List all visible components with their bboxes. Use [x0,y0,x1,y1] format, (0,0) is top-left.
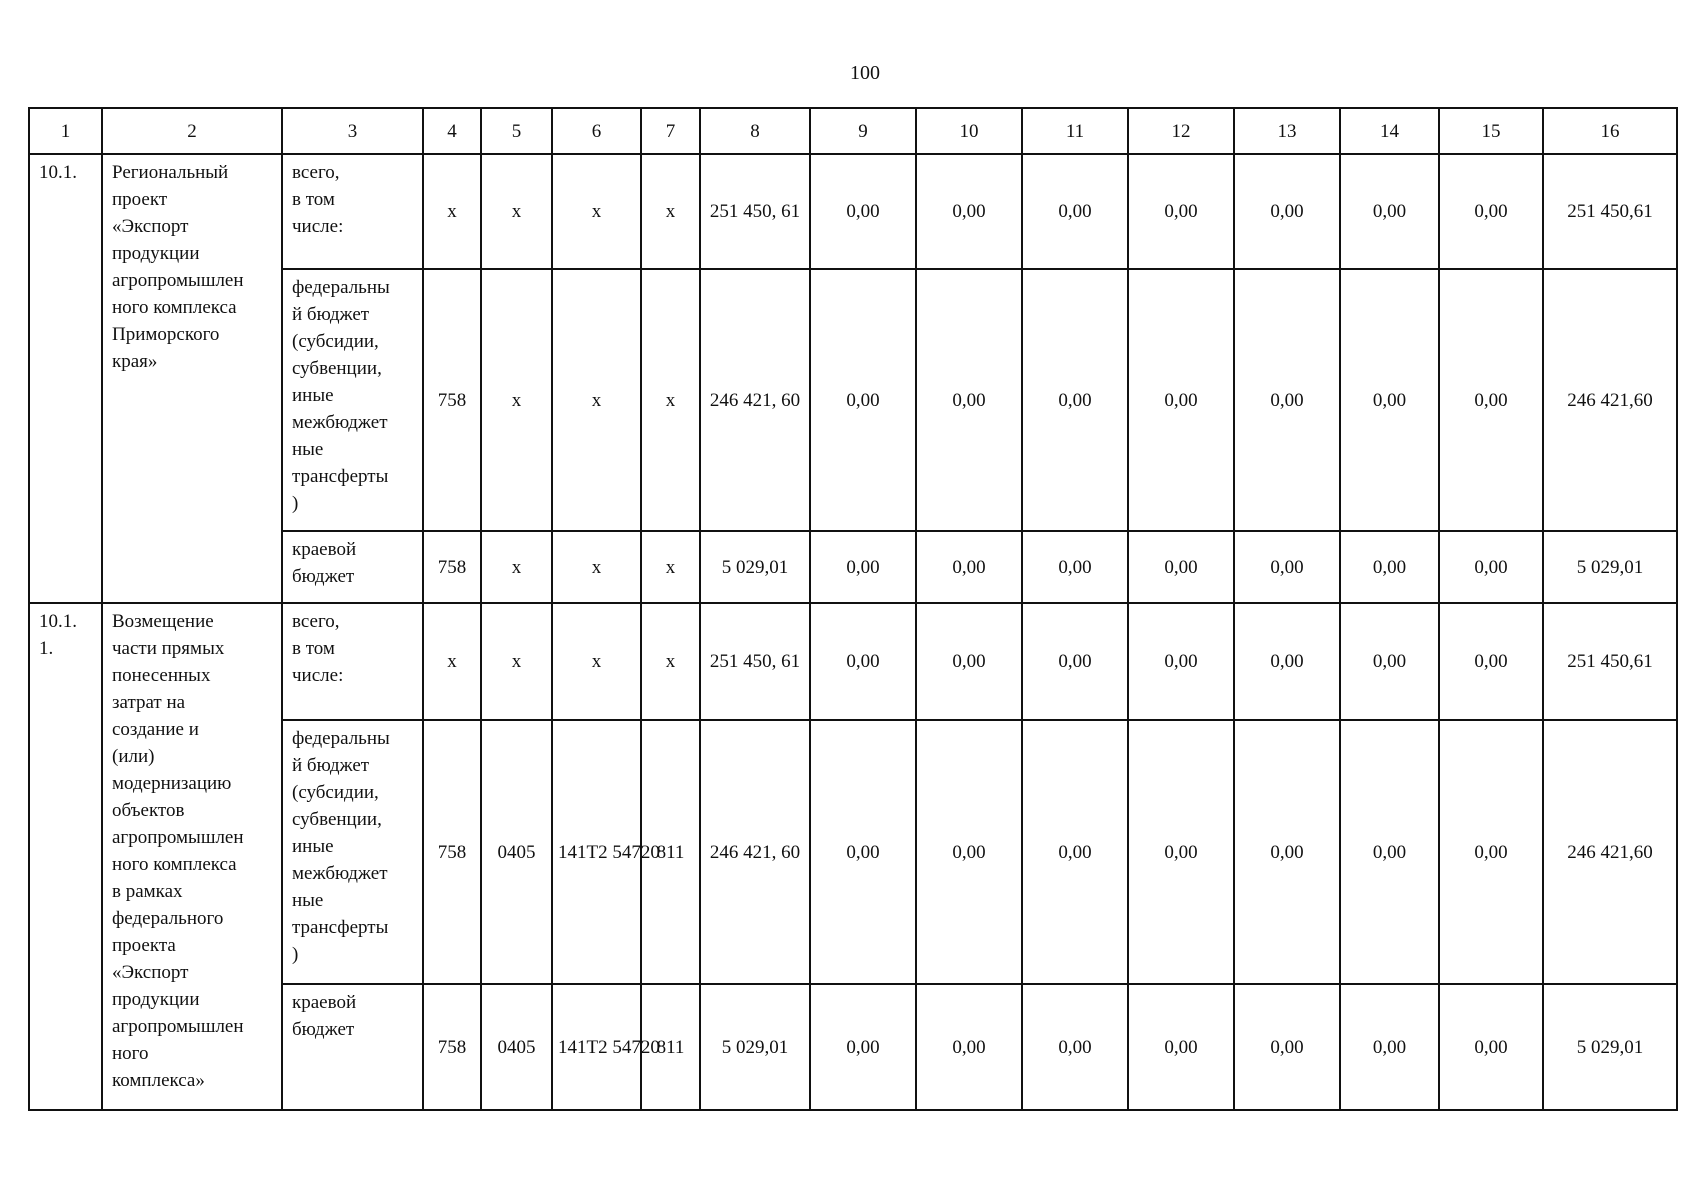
funding-source: краевой бюджет [282,531,423,603]
cell-c13: 0,00 [1234,720,1340,984]
cell-c14: 0,00 [1340,720,1439,984]
cell-c4: 758 [423,531,481,603]
cell-c10: 0,00 [916,984,1022,1110]
table-row [29,154,1677,269]
cell-c11: 0,00 [1022,984,1128,1110]
cell-c9: 0,00 [810,720,916,984]
budget-table [28,107,1678,1111]
cell-c8: 251 450, 61 [700,154,810,269]
column-header: 4 [423,108,481,154]
cell-c16: 246 421,60 [1543,269,1677,531]
cell-c4: 758 [423,720,481,984]
funding-source: федеральны й бюджет (субсидии, субвенции, иные межбюджет ные трансферты ) [282,269,423,531]
cell-c4: 758 [423,269,481,531]
cell-c9: 0,00 [810,984,916,1110]
column-header: 3 [282,108,423,154]
cell-c11: 0,00 [1022,720,1128,984]
table-row [29,603,1677,720]
cell-c6: 141Т2 54720 [552,984,641,1110]
cell-c7: 811 [641,720,700,984]
cell-c4: x [423,154,481,269]
cell-c11: 0,00 [1022,269,1128,531]
cell-c7: x [641,531,700,603]
cell-c14: 0,00 [1340,984,1439,1110]
cell-c8: 246 421, 60 [700,269,810,531]
column-header: 5 [481,108,552,154]
row-number: 10.1. [29,154,102,603]
column-header: 9 [810,108,916,154]
cell-c13: 0,00 [1234,269,1340,531]
cell-c5: 0405 [481,720,552,984]
cell-c4: x [423,603,481,720]
measure-name: Возмещение части прямых понесенных затрат на создание и (или) модернизацию объектов агропромышлен ного комплекса в рамках федерального проекта «Экспорт продукции агропромышлен ного комплекса» [102,603,282,1110]
cell-c15: 0,00 [1439,154,1543,269]
cell-c16: 251 450,61 [1543,603,1677,720]
funding-source: краевой бюджет [282,984,423,1110]
column-header: 8 [700,108,810,154]
cell-c9: 0,00 [810,154,916,269]
column-header: 16 [1543,108,1677,154]
cell-c7: x [641,603,700,720]
cell-c16: 251 450,61 [1543,154,1677,269]
cell-c6: x [552,154,641,269]
cell-c13: 0,00 [1234,984,1340,1110]
cell-c10: 0,00 [916,531,1022,603]
cell-c15: 0,00 [1439,984,1543,1110]
column-header: 1 [29,108,102,154]
column-header: 10 [916,108,1022,154]
cell-c16: 5 029,01 [1543,531,1677,603]
cell-c15: 0,00 [1439,269,1543,531]
cell-c7: x [641,154,700,269]
cell-c8: 5 029,01 [700,984,810,1110]
cell-c9: 0,00 [810,269,916,531]
cell-c14: 0,00 [1340,531,1439,603]
column-header: 7 [641,108,700,154]
cell-c7: x [641,269,700,531]
cell-c13: 0,00 [1234,154,1340,269]
cell-c8: 5 029,01 [700,531,810,603]
column-header: 11 [1022,108,1128,154]
cell-c5: 0405 [481,984,552,1110]
column-header: 6 [552,108,641,154]
cell-c6: x [552,531,641,603]
cell-c12: 0,00 [1128,603,1234,720]
column-header: 13 [1234,108,1340,154]
cell-c12: 0,00 [1128,269,1234,531]
cell-c8: 251 450, 61 [700,603,810,720]
column-header: 2 [102,108,282,154]
funding-source: федеральны й бюджет (субсидии, субвенции, иные межбюджет ные трансферты ) [282,720,423,984]
column-header: 12 [1128,108,1234,154]
cell-c9: 0,00 [810,531,916,603]
cell-c10: 0,00 [916,269,1022,531]
cell-c10: 0,00 [916,603,1022,720]
cell-c6: x [552,269,641,531]
cell-c12: 0,00 [1128,531,1234,603]
cell-c16: 246 421,60 [1543,720,1677,984]
cell-c4: 758 [423,984,481,1110]
row-number: 10.1. 1. [29,603,102,1110]
cell-c15: 0,00 [1439,720,1543,984]
cell-c5: x [481,603,552,720]
cell-c14: 0,00 [1340,603,1439,720]
cell-c15: 0,00 [1439,531,1543,603]
cell-c13: 0,00 [1234,603,1340,720]
cell-c13: 0,00 [1234,531,1340,603]
cell-c6: 141Т2 54720 [552,720,641,984]
cell-c8: 246 421, 60 [700,720,810,984]
cell-c14: 0,00 [1340,154,1439,269]
funding-source: всего, в том числе: [282,603,423,720]
column-header: 14 [1340,108,1439,154]
page-number: 100 [850,62,880,84]
cell-c5: x [481,531,552,603]
cell-c10: 0,00 [916,154,1022,269]
cell-c14: 0,00 [1340,269,1439,531]
column-header: 15 [1439,108,1543,154]
cell-c11: 0,00 [1022,603,1128,720]
cell-c12: 0,00 [1128,720,1234,984]
cell-c5: x [481,269,552,531]
cell-c9: 0,00 [810,603,916,720]
header-row [29,108,1677,154]
funding-source: всего, в том числе: [282,154,423,269]
cell-c15: 0,00 [1439,603,1543,720]
cell-c7: 811 [641,984,700,1110]
measure-name: Региональный проект «Экспорт продукции агропромышлен ного комплекса Приморского края» [102,154,282,603]
cell-c16: 5 029,01 [1543,984,1677,1110]
cell-c10: 0,00 [916,720,1022,984]
cell-c12: 0,00 [1128,154,1234,269]
cell-c11: 0,00 [1022,531,1128,603]
cell-c5: x [481,154,552,269]
cell-c6: x [552,603,641,720]
cell-c12: 0,00 [1128,984,1234,1110]
cell-c11: 0,00 [1022,154,1128,269]
